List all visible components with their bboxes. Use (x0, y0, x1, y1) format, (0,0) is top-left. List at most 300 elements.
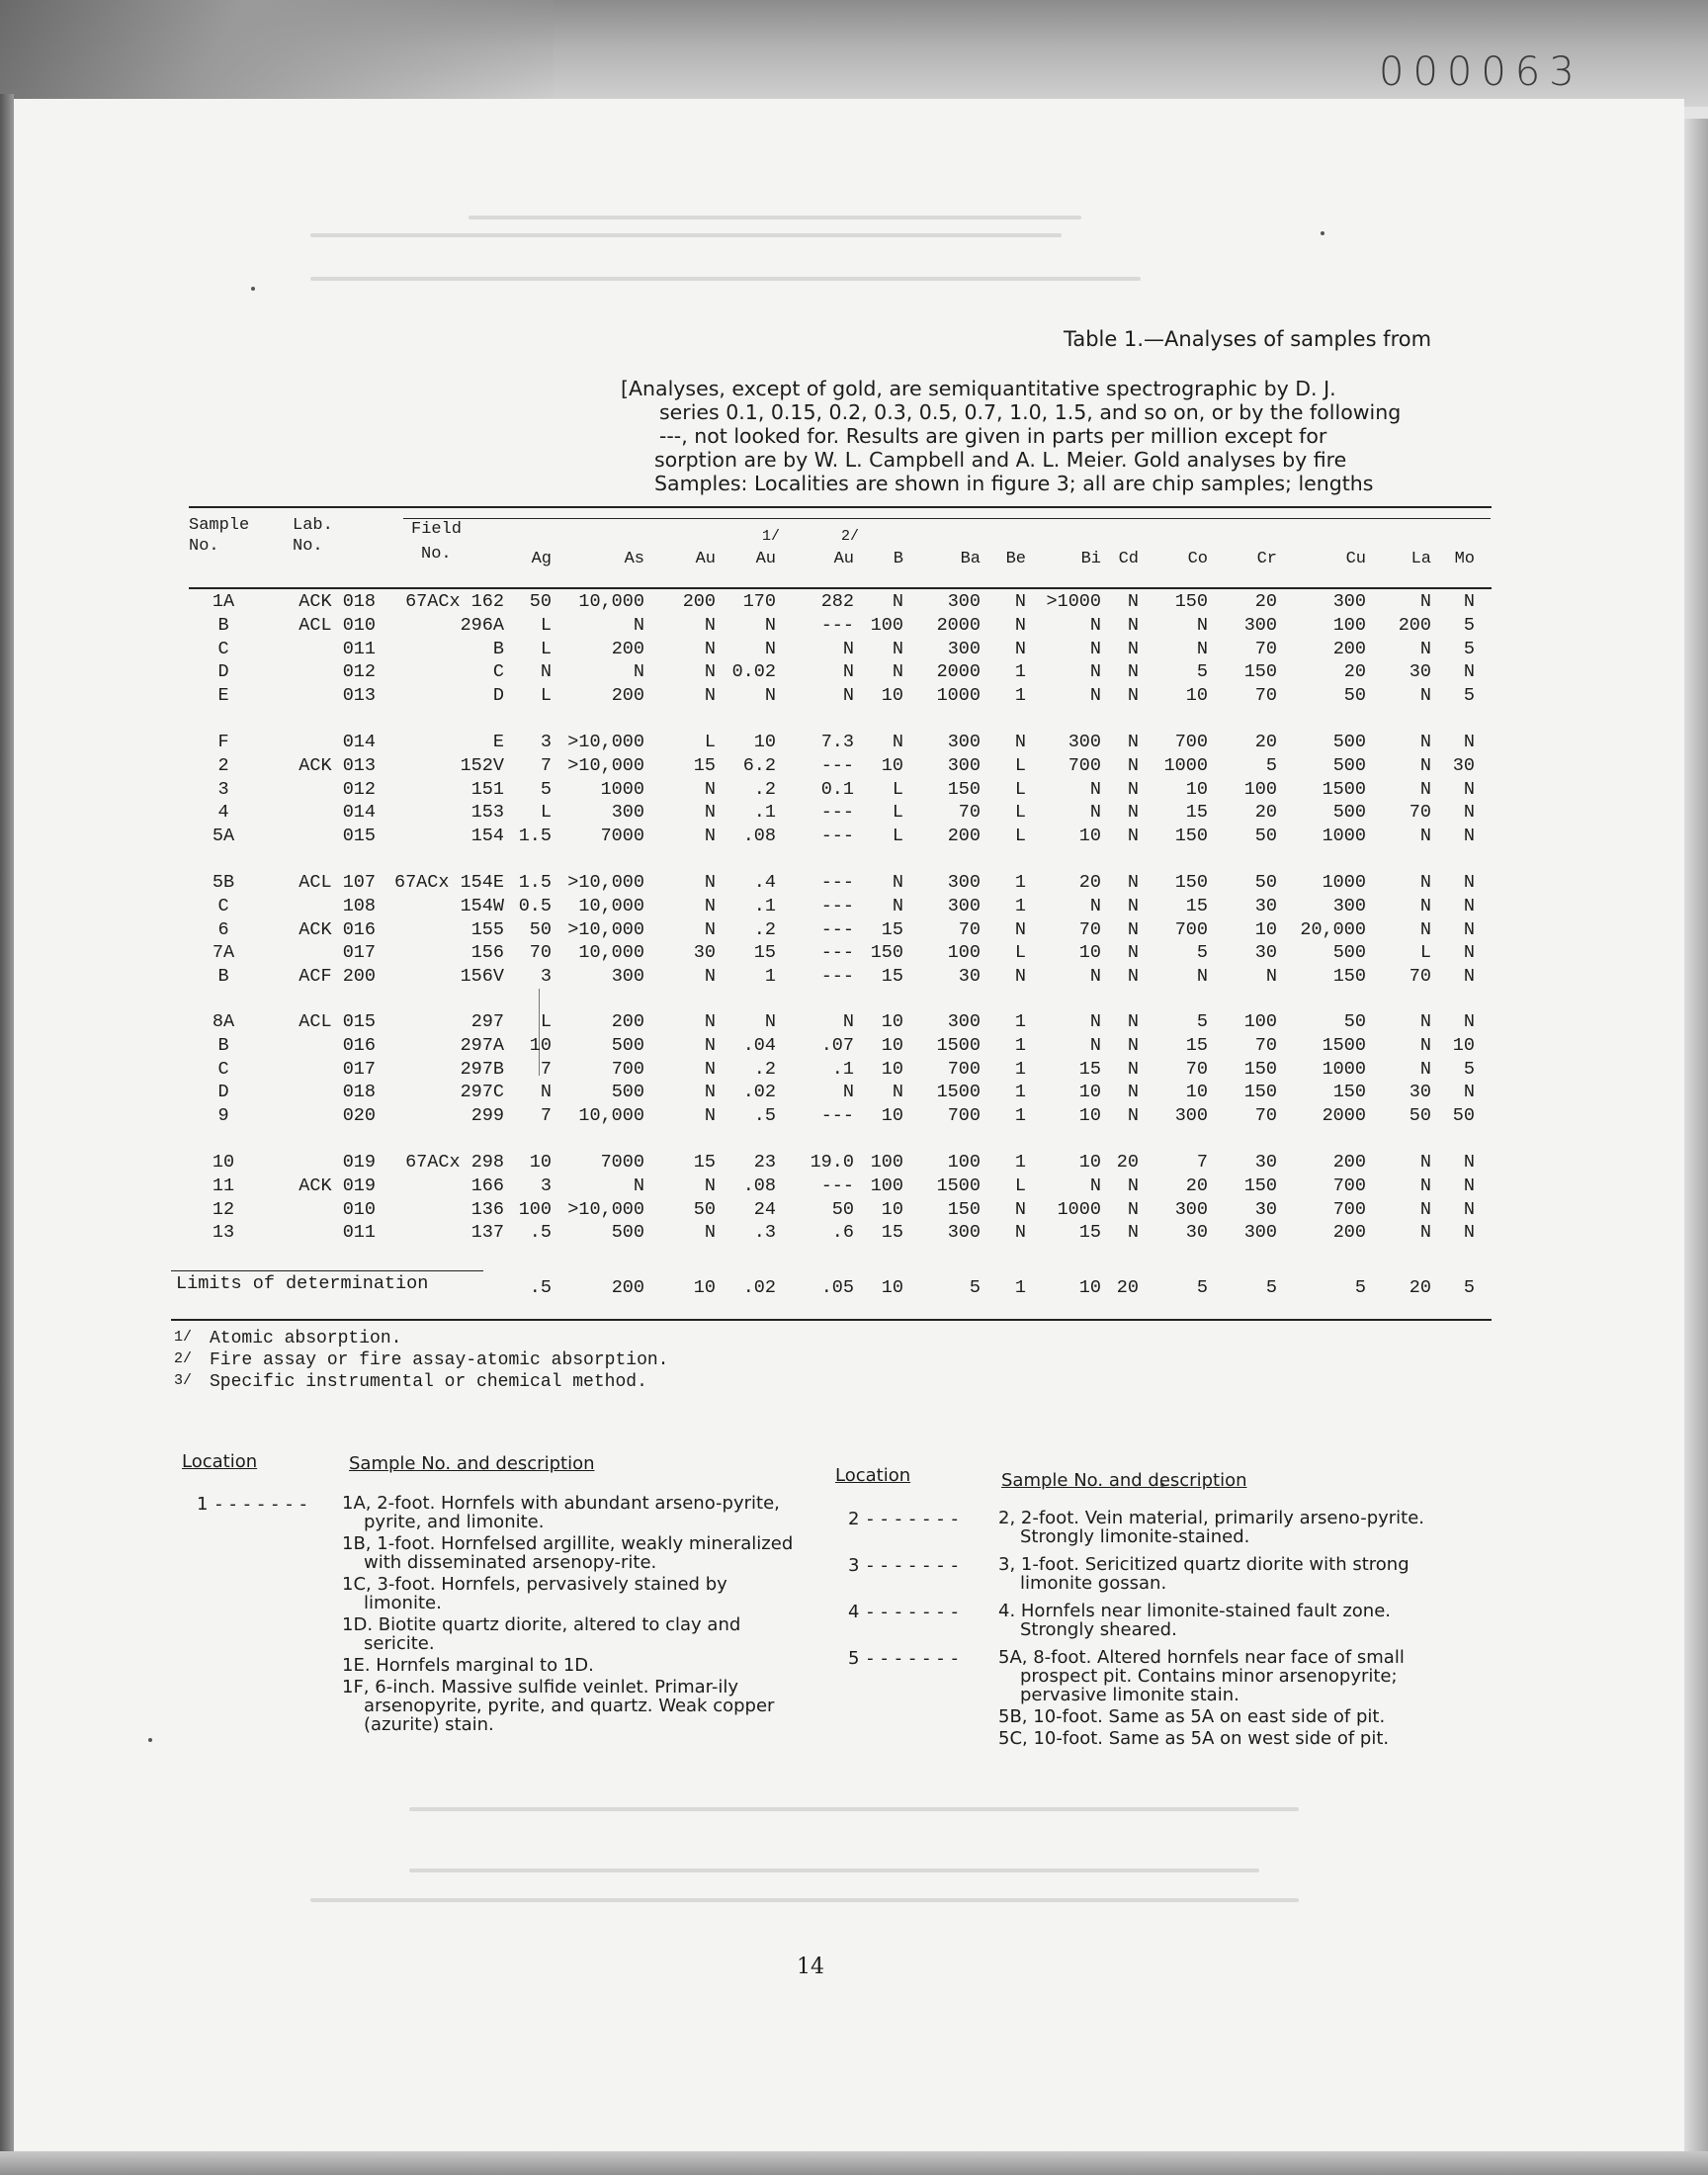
data-cell: 0.02 (731, 661, 776, 683)
data-cell: 24 (753, 1198, 776, 1220)
sample-no-cell: E (217, 685, 229, 707)
data-cell: --- (820, 966, 854, 988)
document-stamp-number: 000063 (1379, 49, 1583, 95)
data-cell: N (1127, 942, 1139, 964)
data-cell: N (1463, 1198, 1475, 1220)
table-headnote-line: sorption are by W. L. Campbell and A. L. Meier. Gold analyses by fire (654, 448, 1347, 472)
header-element: Mo (1454, 550, 1475, 568)
data-cell: 15 (1185, 802, 1208, 824)
data-cell: 200 (1332, 1152, 1366, 1173)
data-cell: 2000 (936, 614, 981, 636)
sample-no-cell: 2 (217, 754, 229, 776)
header-element: Be (1005, 550, 1026, 568)
header-footnote-mark: 1/ (762, 528, 781, 545)
header-field-no: Field (411, 520, 463, 539)
table-headnote-line: series 0.1, 0.15, 0.2, 0.3, 0.5, 0.7, 1.0, 1.5, and so on, or by the following (659, 400, 1402, 424)
data-cell: 500 (1332, 802, 1366, 824)
sample-description: 1A, 2-foot. Hornfels with abundant arseno-pyrite, pyrite, and limonite. (342, 1493, 780, 1532)
data-cell: .1 (831, 1058, 854, 1080)
data-cell: 50 (1452, 1105, 1475, 1127)
data-cell: >1000 (1046, 591, 1101, 612)
sample-description: 1C, 3-foot. Hornfels, pervasively stained by limonite. (342, 1574, 727, 1613)
data-cell: N (704, 661, 716, 683)
sample-no-cell: 10 (212, 1152, 235, 1173)
data-cell: 7 (1196, 1152, 1208, 1173)
data-cell: 700 (1332, 1198, 1366, 1220)
data-cell: N (1463, 732, 1475, 752)
data-cell: L (1014, 802, 1026, 824)
data-cell: .2 (753, 778, 776, 800)
data-cell: 300 (1243, 614, 1277, 636)
header-element: Ba (960, 550, 981, 568)
data-cell: N (1014, 638, 1026, 659)
lab-no-cell: ACK 019 (299, 1174, 376, 1196)
lab-no-cell: 011 (342, 638, 376, 659)
data-cell: 5 (1196, 1011, 1208, 1032)
data-cell: .2 (753, 918, 776, 940)
data-cell: 300 (947, 1222, 981, 1244)
limit-cell: 20 (1116, 1277, 1139, 1298)
data-cell: N (1089, 638, 1101, 659)
data-cell: 10 (529, 1034, 552, 1056)
data-cell: 10 (881, 1058, 903, 1080)
data-cell: L (1014, 778, 1026, 800)
data-cell: 50 (1343, 1011, 1366, 1032)
sample-description: 5B, 10-foot. Same as 5A on east side of pit. (998, 1706, 1386, 1727)
data-cell: N (842, 638, 854, 659)
lab-no-cell: 108 (342, 895, 376, 916)
field-no-cell: 67ACx 162 (405, 591, 504, 612)
data-cell: 100 (1332, 614, 1366, 636)
data-cell: 150 (1174, 826, 1208, 847)
footnote-mark: 1/ (173, 1329, 192, 1346)
data-cell: L (1014, 942, 1026, 964)
data-cell: N (892, 591, 903, 612)
data-cell: 70 (1254, 1034, 1277, 1056)
data-cell: N (1127, 1174, 1139, 1196)
location-id: 3 - - - - - - - (848, 1555, 959, 1576)
data-cell: L (1014, 826, 1026, 847)
sample-no-cell: 12 (212, 1198, 235, 1220)
data-cell: 300 (947, 591, 981, 612)
data-cell: 1 (1014, 1034, 1026, 1056)
sample-no-cell: 9 (217, 1105, 229, 1127)
data-cell: N (1419, 1152, 1431, 1173)
data-cell: N (704, 778, 716, 800)
data-cell: 70 (1409, 966, 1431, 988)
data-cell: 100 (947, 942, 981, 964)
data-cell: L (540, 614, 552, 636)
data-cell: N (704, 918, 716, 940)
data-cell: 30 (1254, 942, 1277, 964)
footnote-mark: 2/ (173, 1350, 192, 1367)
data-cell: 10 (529, 1152, 552, 1173)
data-cell: 0.1 (820, 778, 854, 800)
scan-shadow-left (0, 94, 14, 2175)
data-cell: 20 (1343, 661, 1366, 683)
data-cell: L (1014, 1174, 1026, 1196)
footnote-text: Atomic absorption. (210, 1329, 402, 1348)
data-cell: 1000 (1163, 754, 1208, 776)
data-cell: N (764, 614, 776, 636)
sample-description-heading: Sample No. and description (1001, 1470, 1247, 1491)
data-cell: --- (820, 1174, 854, 1196)
data-cell: .07 (820, 1034, 854, 1056)
data-cell: N (1463, 895, 1475, 916)
lab-no-cell: 011 (342, 1222, 376, 1244)
sample-no-cell: C (217, 895, 229, 916)
table-headnote-line: ---, not looked for. Results are given in parts per million except for (659, 424, 1327, 448)
data-cell: 500 (1332, 942, 1366, 964)
data-cell: 10 (753, 732, 776, 752)
location-id: 2 - - - - - - - (848, 1509, 959, 1529)
data-cell: N (1127, 826, 1139, 847)
data-cell: N (1127, 754, 1139, 776)
data-cell: 150 (1243, 1058, 1277, 1080)
data-cell: 23 (753, 1152, 776, 1173)
data-cell: N (1463, 918, 1475, 940)
data-cell: 200 (1332, 638, 1366, 659)
data-cell: N (1127, 802, 1139, 824)
data-cell: 15 (881, 1222, 903, 1244)
data-cell: 50 (1254, 826, 1277, 847)
data-cell: L (1014, 754, 1026, 776)
data-cell: N (1089, 661, 1101, 683)
data-cell: N (1419, 895, 1431, 916)
data-cell: 150 (947, 1198, 981, 1220)
data-cell: 3 (540, 1174, 552, 1196)
sample-no-cell: 11 (212, 1174, 235, 1196)
lab-no-cell: ACL 107 (299, 872, 376, 893)
data-cell: --- (820, 918, 854, 940)
data-cell: N (1014, 614, 1026, 636)
field-no-cell: 166 (470, 1174, 504, 1196)
data-cell: 10 (1185, 1082, 1208, 1103)
data-cell: N (1419, 685, 1431, 707)
sample-no-cell: 5B (212, 872, 235, 893)
data-cell: 1 (764, 966, 776, 988)
data-cell: 6.2 (742, 754, 776, 776)
data-cell: 1 (1014, 1152, 1026, 1173)
data-cell: N (1463, 1011, 1475, 1032)
table-title: Table 1.—Analyses of samples from (1064, 327, 1432, 351)
data-cell: N (1463, 661, 1475, 683)
limit-cell: .5 (529, 1277, 552, 1298)
data-cell: 150 (1332, 1082, 1366, 1103)
data-cell: L (892, 802, 903, 824)
data-cell: 700 (1068, 754, 1101, 776)
data-cell: L (1419, 942, 1431, 964)
sample-description: 5A, 8-foot. Altered hornfels near face of small prospect pit. Contains minor arsenopyrite; pervasive limonite stain. (998, 1647, 1405, 1705)
data-cell: 500 (611, 1034, 644, 1056)
data-cell: .5 (753, 1105, 776, 1127)
data-cell: --- (820, 942, 854, 964)
limit-cell: 5 (1463, 1277, 1475, 1298)
data-cell: 10 (1078, 1105, 1101, 1127)
data-cell: N (1127, 918, 1139, 940)
data-cell: 50 (693, 1198, 716, 1220)
data-cell: 100 (518, 1198, 552, 1220)
data-cell: 15 (881, 966, 903, 988)
field-no-cell: E (492, 732, 504, 752)
data-cell: 300 (1332, 591, 1366, 612)
data-cell: .08 (742, 1174, 776, 1196)
data-cell: N (764, 638, 776, 659)
data-cell: 70 (1078, 918, 1101, 940)
data-cell: 10 (881, 685, 903, 707)
data-cell: 50 (831, 1198, 854, 1220)
lab-no-cell: 010 (342, 1198, 376, 1220)
scan-shadow-right (1684, 119, 1708, 2175)
data-cell: N (1196, 614, 1208, 636)
data-cell: 5 (1463, 614, 1475, 636)
data-cell: N (1089, 614, 1101, 636)
data-cell: N (1419, 638, 1431, 659)
data-cell: 200 (611, 1011, 644, 1032)
data-cell: 150 (1243, 661, 1277, 683)
data-cell: 1.5 (518, 826, 552, 847)
data-cell: L (704, 732, 716, 752)
location-id: 1 - - - - - - - (197, 1494, 307, 1515)
footnote-mark: 3/ (173, 1372, 192, 1389)
data-cell: N (1127, 732, 1139, 752)
sample-no-cell: 3 (217, 778, 229, 800)
lab-no-cell: 017 (342, 1058, 376, 1080)
table-headnote-line: Samples: Localities are shown in figure 3; all are chip samples; lengths (654, 472, 1374, 495)
data-cell: --- (820, 895, 854, 916)
data-cell: 15 (693, 1152, 716, 1173)
data-cell: N (633, 614, 644, 636)
data-cell: 50 (1409, 1105, 1431, 1127)
data-cell: --- (820, 614, 854, 636)
data-cell: L (892, 778, 903, 800)
data-cell: N (1463, 942, 1475, 964)
data-cell: 30 (1452, 754, 1475, 776)
data-cell: 1000 (1322, 1058, 1366, 1080)
data-cell: 100 (870, 1174, 903, 1196)
data-cell: 150 (947, 778, 981, 800)
lab-no-cell: 013 (342, 685, 376, 707)
limit-cell: .05 (820, 1277, 854, 1298)
data-cell: N (1127, 1082, 1139, 1103)
lab-no-cell: ACL 015 (299, 1011, 376, 1032)
data-cell: N (1463, 1222, 1475, 1244)
field-no-cell: 152V (460, 754, 504, 776)
data-cell: N (1089, 895, 1101, 916)
data-cell: N (1419, 826, 1431, 847)
field-no-cell: D (492, 685, 504, 707)
data-cell: 1000 (600, 778, 644, 800)
data-cell: --- (820, 802, 854, 824)
data-cell: 170 (742, 591, 776, 612)
data-cell: 300 (947, 754, 981, 776)
data-cell: 10 (1452, 1034, 1475, 1056)
data-cell: N (892, 872, 903, 893)
data-cell: N (1265, 966, 1277, 988)
header-element: Au (695, 550, 716, 568)
data-cell: N (1089, 966, 1101, 988)
data-cell: 300 (611, 966, 644, 988)
data-cell: 10 (881, 754, 903, 776)
data-cell: 30 (1254, 1152, 1277, 1173)
data-cell: 15 (693, 754, 716, 776)
data-cell: N (1089, 685, 1101, 707)
data-cell: .04 (742, 1034, 776, 1056)
data-cell: 150 (1243, 1174, 1277, 1196)
data-cell: 1 (1014, 1105, 1026, 1127)
sample-description: 4. Hornfels near limonite-stained fault zone. Strongly sheared. (998, 1601, 1391, 1640)
field-no-cell: B (492, 638, 504, 659)
sample-description: 1E. Hornfels marginal to 1D. (342, 1655, 594, 1676)
data-cell: N (704, 1105, 716, 1127)
data-cell: 7 (540, 754, 552, 776)
sample-description: 1F, 6-inch. Massive sulfide veinlet. Primar-ily arsenopyrite, pyrite, and quartz. Weak copper (azurite) stain. (342, 1677, 775, 1735)
data-cell: 20 (1254, 802, 1277, 824)
data-cell: N (1419, 1174, 1431, 1196)
field-no-cell: 154W (460, 895, 504, 916)
data-cell: N (704, 638, 716, 659)
data-cell: 1 (1014, 1058, 1026, 1080)
table-top-rule (189, 506, 1492, 508)
data-cell: 282 (820, 591, 854, 612)
data-cell: 10 (881, 1011, 903, 1032)
data-cell: 150 (1243, 1082, 1277, 1103)
data-cell: 700 (611, 1058, 644, 1080)
data-cell: N (704, 1082, 716, 1103)
field-no-cell: C (492, 661, 504, 683)
data-cell: 5 (1463, 638, 1475, 659)
data-cell: 19.0 (810, 1152, 854, 1173)
data-cell: 10 (1078, 1082, 1101, 1103)
field-no-cell: 297 (470, 1011, 504, 1032)
data-cell: N (633, 1174, 644, 1196)
data-cell: 300 (1332, 895, 1366, 916)
header-element: Cd (1118, 550, 1139, 568)
field-no-cell: 299 (470, 1105, 504, 1127)
data-cell: 10 (881, 1105, 903, 1127)
data-cell: L (540, 638, 552, 659)
data-cell: 1 (1014, 685, 1026, 707)
data-cell: N (1127, 1222, 1139, 1244)
data-cell: 300 (947, 732, 981, 752)
data-cell: 700 (947, 1105, 981, 1127)
data-cell: N (1419, 732, 1431, 752)
header-element: Bi (1080, 550, 1101, 568)
sample-description: 1D. Biotite quartz diorite, altered to clay and sericite. (342, 1614, 741, 1654)
sample-no-cell: B (217, 614, 229, 636)
data-cell: N (1419, 778, 1431, 800)
data-cell: 200 (611, 638, 644, 659)
sample-no-cell: F (217, 732, 229, 752)
data-cell: N (704, 802, 716, 824)
data-cell: N (892, 1082, 903, 1103)
data-cell: 1 (1014, 1011, 1026, 1032)
data-cell: 50 (529, 918, 552, 940)
data-cell: N (704, 1174, 716, 1196)
field-no-cell: 297B (460, 1058, 504, 1080)
data-cell: N (1127, 1058, 1139, 1080)
sample-no-cell: 8A (212, 1011, 235, 1032)
field-no-cell: 156 (470, 942, 504, 964)
data-cell: 20,000 (1300, 918, 1366, 940)
data-cell: 5 (1265, 754, 1277, 776)
data-cell: N (704, 1222, 716, 1244)
data-cell: N (1089, 1011, 1101, 1032)
data-cell: 1000 (1322, 826, 1366, 847)
data-cell: 200 (1332, 1222, 1366, 1244)
data-cell: --- (820, 1105, 854, 1127)
data-cell: N (1419, 918, 1431, 940)
data-cell: N (892, 661, 903, 683)
sample-no-cell: D (217, 661, 229, 683)
data-cell: 700 (1332, 1174, 1366, 1196)
data-cell: N (1419, 1011, 1431, 1032)
data-cell: N (892, 638, 903, 659)
data-cell: 10 (1078, 942, 1101, 964)
data-cell: N (1127, 591, 1139, 612)
data-cell: 20 (1078, 872, 1101, 893)
data-cell: N (1419, 1222, 1431, 1244)
data-cell: N (704, 1011, 716, 1032)
limit-cell: 10 (693, 1277, 716, 1298)
data-cell: 500 (611, 1082, 644, 1103)
data-cell: 30 (1254, 895, 1277, 916)
data-cell: 1500 (936, 1174, 981, 1196)
data-cell: 70 (1185, 1058, 1208, 1080)
sample-description-heading: Sample No. and description (349, 1453, 595, 1474)
data-cell: .1 (753, 895, 776, 916)
data-cell: 20 (1254, 591, 1277, 612)
data-cell: N (1014, 966, 1026, 988)
header-sub-rule (403, 518, 1491, 519)
data-cell: 1500 (936, 1034, 981, 1056)
data-cell: 7 (540, 1058, 552, 1080)
data-cell: 15 (1078, 1222, 1101, 1244)
page-number: 14 (797, 1955, 824, 1979)
data-cell: 30 (958, 966, 981, 988)
lab-no-cell: 017 (342, 942, 376, 964)
header-sample-no: No. (189, 537, 219, 556)
header-element: Cu (1345, 550, 1366, 568)
lab-no-cell: 012 (342, 778, 376, 800)
data-cell: 1500 (936, 1082, 981, 1103)
data-cell: 1 (1014, 895, 1026, 916)
data-cell: 5 (1463, 685, 1475, 707)
location-id: 5 - - - - - - - (848, 1648, 959, 1669)
data-cell: 150 (1174, 591, 1208, 612)
data-cell: 200 (611, 685, 644, 707)
data-cell: N (633, 661, 644, 683)
data-cell: N (892, 895, 903, 916)
data-cell: 300 (611, 802, 644, 824)
data-cell: .4 (753, 872, 776, 893)
data-cell: N (1419, 1034, 1431, 1056)
data-cell: N (1127, 966, 1139, 988)
field-no-cell: 297C (460, 1082, 504, 1103)
data-cell: N (1463, 872, 1475, 893)
data-cell: 20 (1116, 1152, 1139, 1173)
sample-description: 1B, 1-foot. Hornfelsed argillite, weakly mineralized with disseminated arsenopy-rite. (342, 1533, 794, 1573)
data-cell: N (842, 685, 854, 707)
data-cell: N (1089, 778, 1101, 800)
sample-no-cell: 1A (212, 591, 235, 612)
field-no-cell: 156V (460, 966, 504, 988)
data-cell: L (540, 1011, 552, 1032)
lab-no-cell: 015 (342, 826, 376, 847)
data-cell: 5 (1196, 942, 1208, 964)
limit-cell: 20 (1409, 1277, 1431, 1298)
footnote-text: Fire assay or fire assay-atomic absorption. (210, 1350, 669, 1370)
